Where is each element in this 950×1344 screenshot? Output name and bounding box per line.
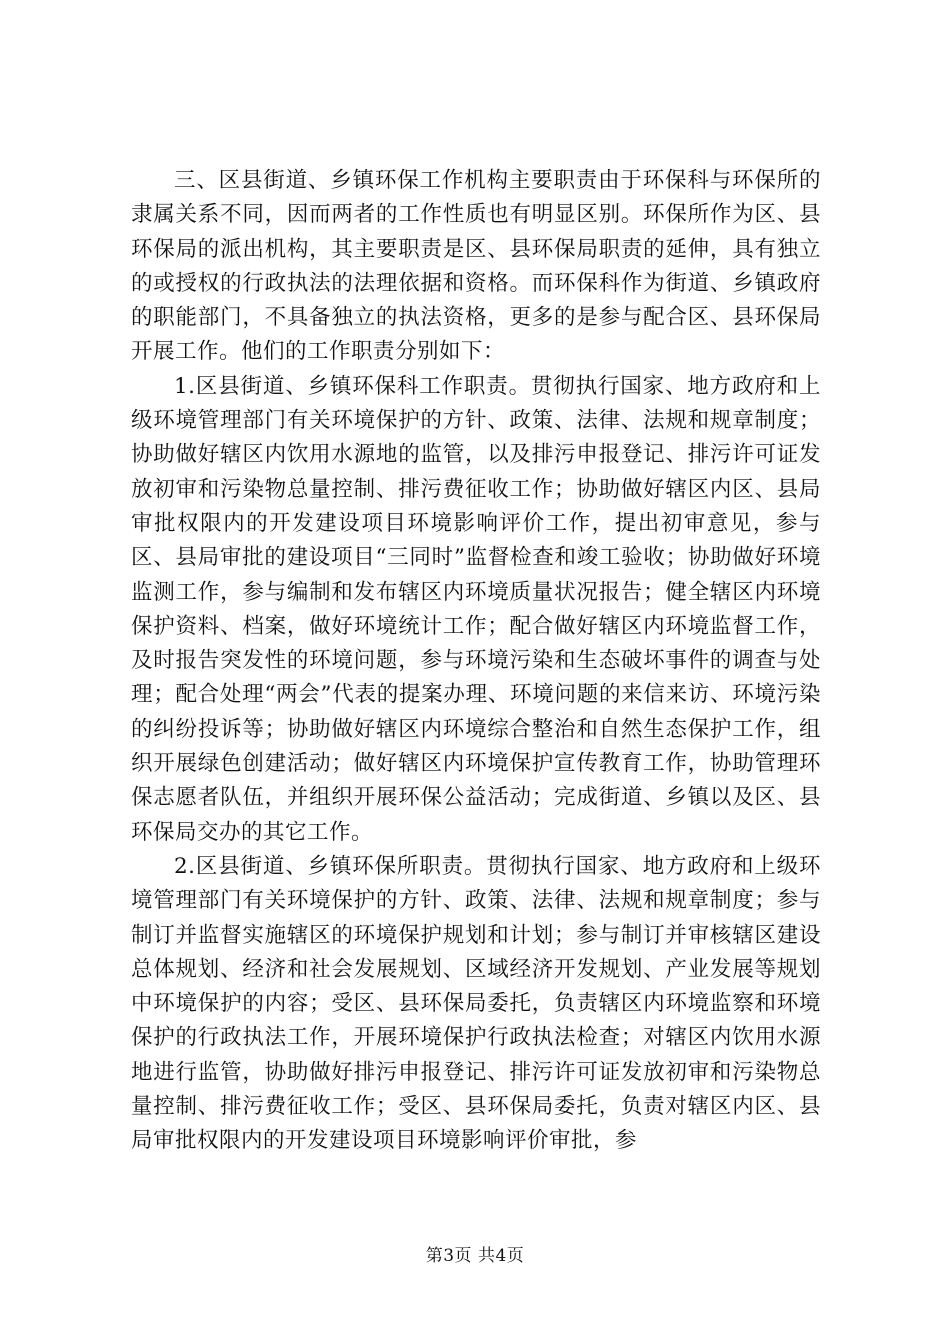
paragraph-item-two: 2.区县街道、乡镇环保所职责。贯彻执行国家、地方政府和上级环境管理部门有关环境保护的方针、政策、法律、法规和规章制度；参与制订并监督实施辖区的环境保护规划和计划；参与制订并审核辖区建设总体规划、经济和社会发展规划、区域经济开发规划、产业发展等规划中环境保护的内容；受区、县环保局委托，负责辖区内环境监察和环境保护的行政执法工作，开展环境保护行政执法检查；对辖区内饮用水源地进行监管，协助做好排污申报登记、排污许可证发放初审和污染物总量控制、排污费征收工作；受区、县环保局委托，负责对辖区内区、县局审批权限内的开发建设项目环境影响评价审批，参	[131, 853, 821, 1154]
paragraph-section-three: 三、区县街道、乡镇环保工作机构主要职责由于环保科与环保所的隶属关系不同，因而两者的工作性质也有明显区别。环保所作为区、县环保局的派出机构，其主要职责是区、县环保局职责的延伸，具有独立的或授权的行政执法的法理依据和资格。而环保科作为街道、乡镇政府的职能部门，不具备独立的执法资格，更多的是参与配合区、县环保局开展工作。他们的工作职责分别如下：	[131, 168, 821, 365]
document-body	[131, 164, 821, 1159]
page-number-footer: 第3页 共4页	[425, 1246, 525, 1266]
paragraph-item-one: 1.区县街道、乡镇环保科工作职责。贯彻执行国家、地方政府和上级环境管理部门有关环境保护的方针、政策、法律、法规和规章制度；协助做好辖区内饮用水源地的监管，以及排污申报登记、排污许可证发放初审和污染物总量控制、排污费征收工作；协助做好辖区内区、县局审批权限内的开发建设项目环境影响评价工作，提出初审意见，参与区、县局审批的建设项目“三同时”监督检查和竣工验收；协助做好环境监测工作，参与编制和发布辖区内环境质量状况报告；健全辖区内环境保护资料、档案，做好环境统计工作；配合做好辖区内环境监督工作，及时报告突发性的环境问题，参与环境污染和生态破坏事件的调查与处理；配合处理“两会”代表的提案办理、环境问题的来信来访、环境污染的纠纷投诉等；协助做好辖区内环境综合整治和自然生态保护工作，组织开展绿色创建活动；做好辖区内环境保护宣传教育工作，协助管理环保志愿者队伍，并组织开展环保公益活动；完成街道、乡镇以及区、县环保局交办的其它工作。	[131, 373, 821, 845]
